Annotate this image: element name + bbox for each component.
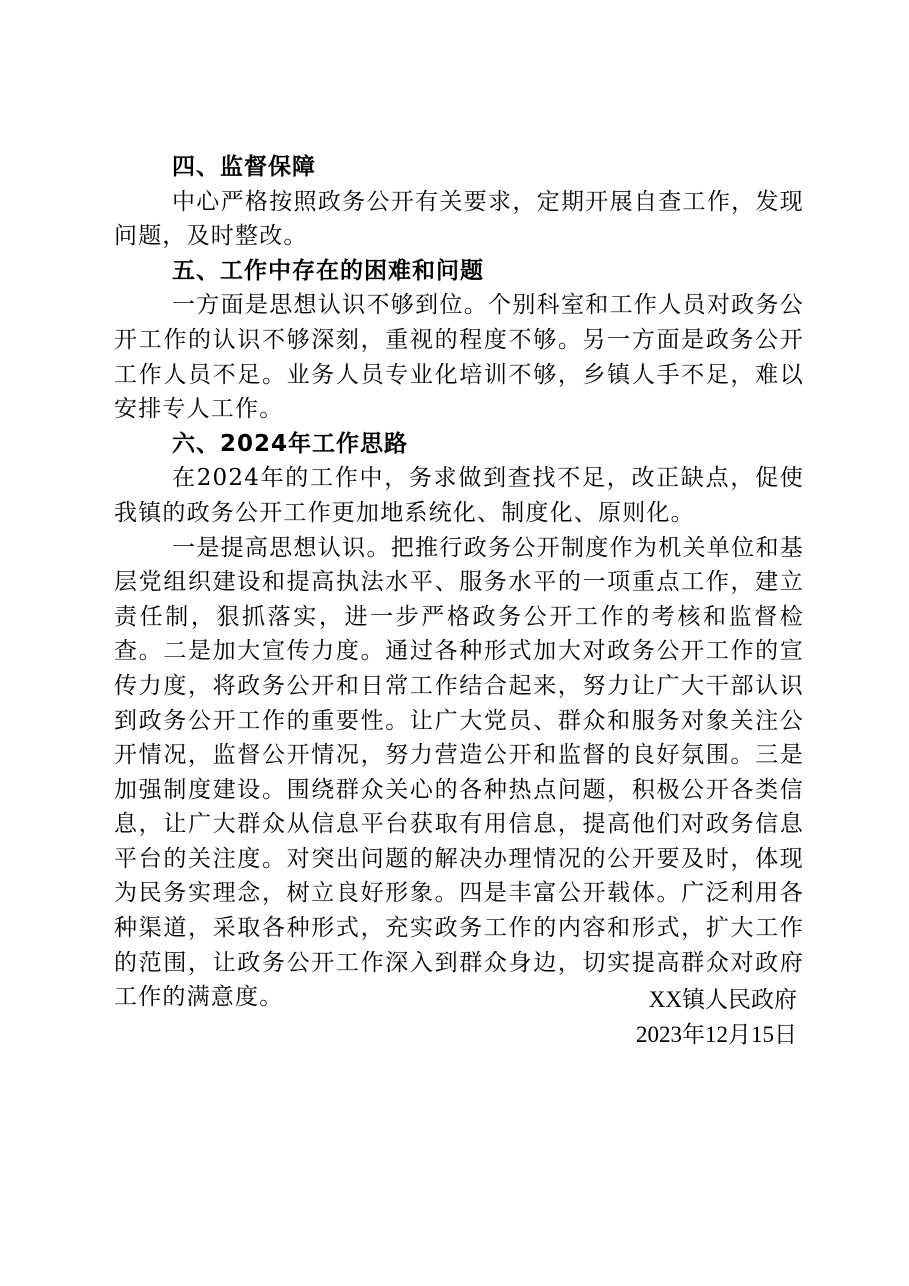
- body-paragraph: 一是提高思想认识。把推行政务公开制度作为机关单位和基层党组织建设和提高执法水平、服务水平的一项重点工作，建立责任制，狠抓落实，进一步严格政务公开工作的考核和监督检查。二是加大宣传力度。通过各种形式加大对政务公开工作的宣传力度，将政务公开和日常工作结合起来，努力让广大干部认识到政务公开工作的重要性。让广大党员、群众和服务对象关注公开情况，监督公开情况，努力营造公开和监督的良好氛围。三是加强制度建设。围绕群众关心的各种热点问题，积极公开各类信息，让广大群众从信息平台获取有用信息，提高他们对政务信息平台的关注度。对突出问题的解决办理情况的公开要及时，体现为民务实理念，树立良好形象。四是丰富公开载体。广泛利用各种渠道，采取各种形式，充实政务工作的内容和形式，扩大工作的范围，让政务公开工作深入到群众身边，切实提高群众对政府工作的满意度。: [114, 534, 804, 1011]
- section-heading: 五、工作中存在的困难和问题: [172, 257, 484, 284]
- signature-block: [636, 983, 797, 1052]
- section-heading: 四、监督保障: [172, 154, 316, 180]
- issue-date: 2023年12月15日: [636, 1021, 797, 1047]
- body-paragraph: 中心严格按照政务公开有关要求，定期开展自查工作，发现问题，及时整改。: [114, 188, 804, 250]
- section-supervision: [114, 150, 804, 254]
- section-heading: 六、2024年工作思路: [172, 430, 409, 457]
- issuing-organization: XX镇人民政府: [648, 987, 797, 1012]
- section-work-plan: [114, 427, 804, 1015]
- body-paragraph: 一方面是思想认识不够到位。个别科室和工作人员对政务公开工作的认识不够深刻，重视的程度不够。另一方面是政务公开工作人员不足。业务人员专业化培训不够，乡镇人手不足，难以安排专人工作。: [114, 292, 804, 423]
- body-paragraph: 在2024年的工作中，务求做到查找不足，改正缺点，促使我镇的政务公开工作更加地系统化、制度化、原则化。: [114, 465, 804, 526]
- document-body: [114, 150, 804, 1015]
- section-difficulties: [114, 254, 804, 427]
